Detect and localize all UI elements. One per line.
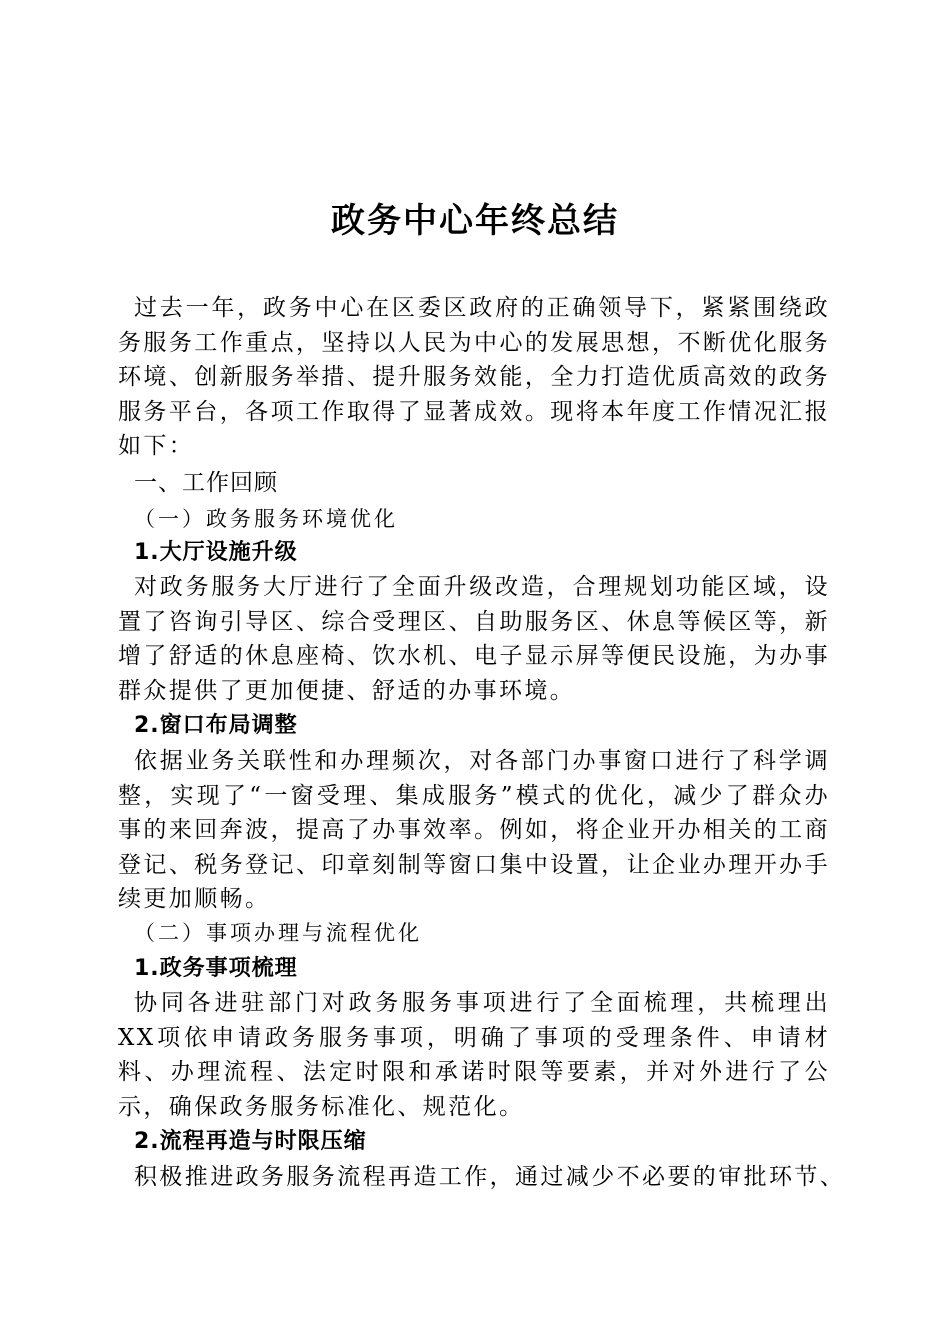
item-title-hall-upgrade: 1.大厅设施升级 (134, 540, 298, 565)
intro-paragraph: 过去一年，政务中心在区委区政府的正确领导下，紧紧围绕政务服务工作重点，坚持以人民为中心的发展思想，不断优化服务环境、创新服务举措、提升服务效能，全力打造优质高效的政务服务平台，各项工作取得了显著成效。现将本年度工作情况汇报如下： (118, 295, 830, 459)
subsection-heading-process: （二）事项办理与流程优化 (134, 921, 422, 945)
paragraph-window-layout: 依据业务关联性和办理频次，对各部门办事窗口进行了科学调整，实现了“一窗受理、集成服务”模式的优化，减少了群众办事的来回奔波，提高了办事效率。例如，将企业开办相关的工商登记、税务登记、印章刻制等窗口集中设置，让企业办理开办手续更加顺畅。 (118, 748, 830, 912)
paragraph-process-reengineering: 积极推进政务服务流程再造工作，通过减少不必要的审批环节、 (134, 1164, 846, 1190)
section-heading-review: 一、工作回顾 (134, 470, 278, 496)
item-title-process-reengineering: 2.流程再造与时限压缩 (134, 1129, 367, 1154)
paragraph-matter-review: 协同各进驻部门对政务服务事项进行了全面梳理，共梳理出XX项依申请政务服务事项，明确了事项的受理条件、申请材料、办理流程、法定时限和承诺时限等要素，并对外进行了公示，确保政务服务标准化、规范化。 (118, 990, 830, 1120)
paragraph-hall-upgrade: 对政务服务大厅进行了全面升级改造，合理规划功能区域，设置了咨询引导区、综合受理区、自助服务区、休息等候区等，新增了舒适的休息座椅、饮水机、电子显示屏等便民设施，为办事群众提供了更加便捷、舒适的办事环境。 (118, 574, 830, 704)
item-title-window-layout: 2.窗口布局调整 (134, 713, 298, 738)
item-title-matter-review: 1.政务事项梳理 (134, 956, 298, 981)
subsection-heading-environment: （一）政务服务环境优化 (134, 507, 398, 531)
document-title: 政务中心年终总结 (331, 201, 619, 241)
